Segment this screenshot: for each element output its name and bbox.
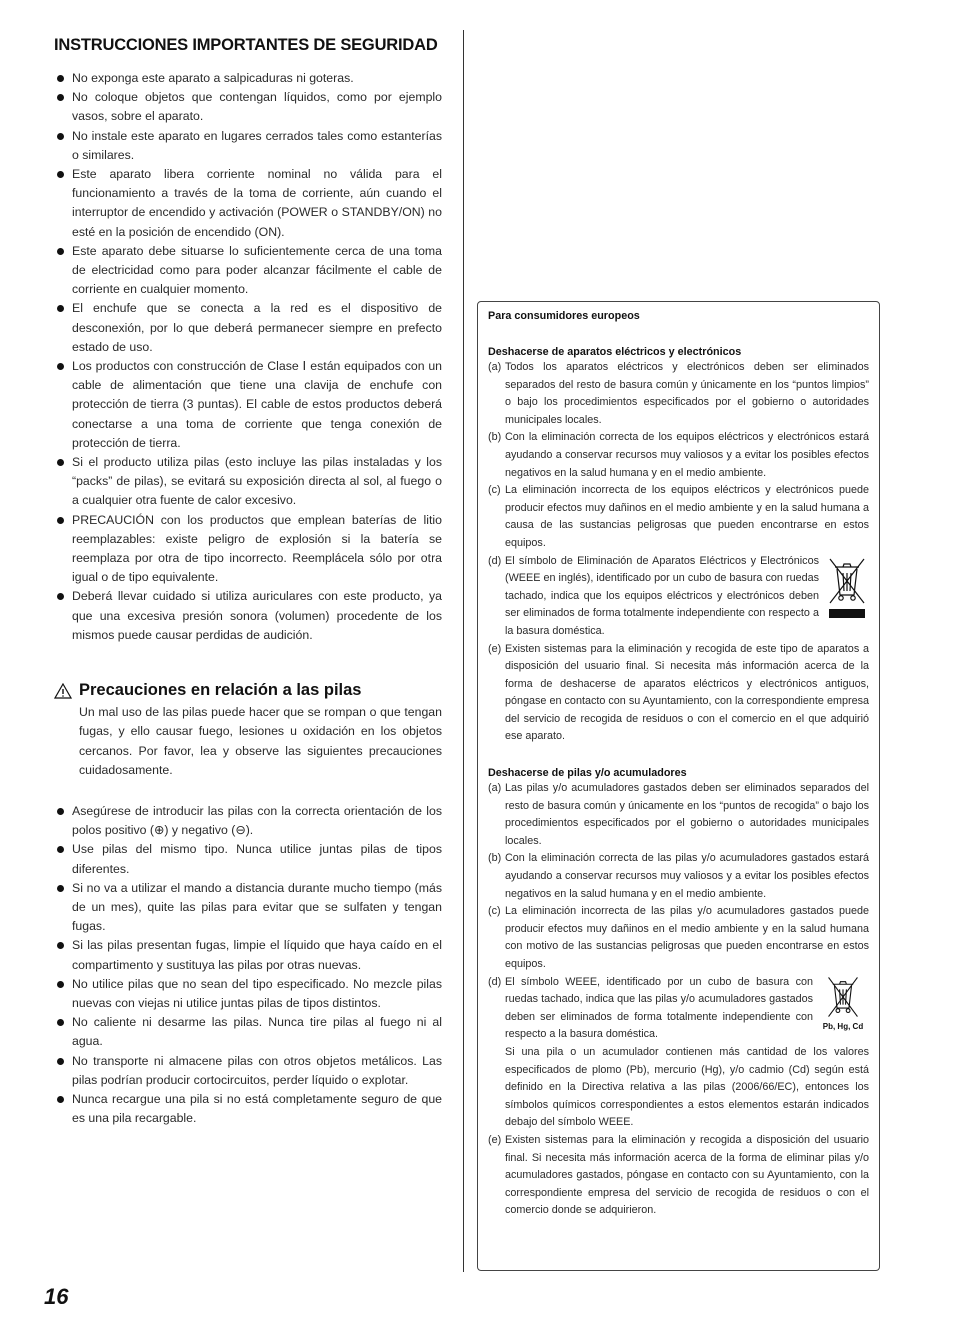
bullet-text: No coloque objetos que contengan líquidos, como por ejemplo vasos, sobre el aparato. <box>72 90 442 124</box>
bullet-icon <box>57 248 64 255</box>
bullet-item <box>54 975 442 1013</box>
bullet-text: PRECAUCIÓN con los productos que emplean baterías de litio reemplazables: existe peligro de explosión si la batería se reemplaza por otra de tipo incorrecto. Reemplácela sólo por otra igual o de tipo equivalente. <box>72 512 442 585</box>
bullet-text: Use pilas del mismo tipo. Nunca utilice juntas pilas de tipos diferentes. <box>72 842 442 876</box>
safety-list <box>54 69 442 645</box>
bullet-item <box>54 936 442 974</box>
bullet-icon <box>57 885 64 892</box>
bullet-item <box>54 802 442 840</box>
battery-item-a: (a) Las pilas y/o acumuladores gastados deben ser eliminados separados del resto de basura común y únicamente en los “puntos de recogida” o bajo los procedimientos especificados por el gobierno o autoridades municipales locales. <box>488 782 869 847</box>
bullet-icon <box>57 846 64 853</box>
bullet-item <box>54 242 442 300</box>
bullet-item <box>54 453 442 511</box>
box-title: Para consumidores europeos <box>488 310 640 322</box>
bullet-item <box>54 587 442 645</box>
bullet-item <box>54 879 442 937</box>
bullet-icon <box>57 1096 64 1103</box>
chemical-symbols-label: Pb, Hg, Cd <box>822 1021 864 1031</box>
bullet-icon <box>57 942 64 949</box>
bullet-text: No utilice pilas que no sean del tipo especificado. No mezcle pilas nuevas con viejas ni utilice juntas pilas de tipos distintos. <box>72 976 442 1010</box>
bullet-icon <box>57 808 64 815</box>
weee-item-d: (d) El símbolo de Eliminación de Aparatos Eléctricos y Electrónicos (WEEE en inglés), identificado por un cubo de basura con ruedas tachado, indica que los equipos eléctricos y electrónicos deben ser eliminados de forma totalmente independiente con respecto a la basura doméstica. <box>488 554 819 637</box>
bullet-item <box>54 840 442 878</box>
bullet-icon <box>57 1019 64 1026</box>
bullet-item <box>54 88 442 126</box>
battery-disposal-section <box>488 766 869 1220</box>
bullet-item <box>54 1052 442 1090</box>
bullet-item <box>54 357 442 453</box>
bullet-item <box>54 127 442 165</box>
weee-item-c: (c) La eliminación incorrecta de los equipos eléctricos y electrónicos puede producir efectos muy dañinos en el medio ambiente y en la salud humana a causa de las sustancias peligrosas que pueden encontrarse en estos equipos. <box>488 484 869 549</box>
bullet-item <box>54 299 442 357</box>
crossed-bin-icon <box>826 974 860 1020</box>
bullet-item <box>54 1090 442 1128</box>
crossed-bin-icon <box>827 553 867 619</box>
weee-section <box>488 345 869 746</box>
bullet-text: Nunca recargue una pila si no está completamente seguro de que es una pila recargable. <box>72 1091 442 1126</box>
bullet-text: El enchufe que se conecta a la red es el dispositivo de desconexión, por lo que deberá permanecer siempre en prefecto estado de uso. <box>72 301 442 354</box>
left-column <box>54 36 442 1128</box>
bullet-text: No caliente ni desarme las pilas. Nunca tire pilas al fuego ni al agua. <box>72 1015 442 1049</box>
bullet-icon <box>57 305 64 312</box>
weee-item-a: (a) Todos los aparatos eléctricos y electrónicos deben ser eliminados separados del resto de basura común y únicamente en los “puntos limpios” o bajo los procedimientos especificados por el gobierno o autoridades municipales locales. <box>488 361 869 426</box>
bullet-text: Los productos con construcción de Clase Ⅰ están equipados con un cable de alimentación que tiene una clavija de enchufe con protección de tierra (3 puntas). El cable de estos productos deberá conectarse a una toma de corriente que tenga conexión de protección de tierra. <box>72 359 442 450</box>
battery-heading: Precauciones en relación a las pilas <box>79 681 362 700</box>
page-number: 16 <box>44 1284 69 1309</box>
warning-icon <box>54 683 72 699</box>
weee-item-e: (e) Existen sistemas para la eliminación y recogida de este tipo de aparatos a disposición del usuario final. Si necesita más información acerca de la forma de deshacerse de aparatos eléctricos y electrónicos antiguos, póngase en contacto con su Ayuntamiento, con la correspondiente empresa del servicio de recogida de residuos o con el comercio en el que adquirió ese aparato. <box>488 642 869 743</box>
column-divider <box>463 30 464 1272</box>
bullet-icon <box>57 171 64 178</box>
weee-heading: Deshacerse de aparatos eléctricos y electrónicos <box>488 346 742 358</box>
bullet-item <box>54 69 442 88</box>
bullet-item <box>54 165 442 242</box>
bullet-text: Este aparato debe situarse lo suficientemente cerca de una toma de electricidad como para poder alcanzar fácilmente el cable de corriente en cualquier momento. <box>72 243 442 297</box>
battery-weee-symbol <box>817 974 869 1044</box>
battery-heading-row <box>54 681 442 700</box>
bullet-icon <box>57 1058 64 1065</box>
bullet-item <box>54 511 442 588</box>
battery-list <box>54 802 442 1128</box>
bullet-text: No exponga este aparato a salpicaduras ni goteras. <box>72 71 354 85</box>
bullet-text: Si las pilas presentan fugas, limpie el líquido que haya caído en el compartimento y sustituya las pilas por otras nuevas. <box>72 938 442 972</box>
weee-item-b: (b) Con la eliminación correcta de los equipos eléctricos y electrónicos estará ayudando a conservar recursos muy valiosos y a evitar los posibles efectos negativos en la salud humana y en el medio ambiente. <box>488 431 869 479</box>
bullet-text: No instale este aparato en lugares cerrados tales como estanterías o similares. <box>72 128 442 162</box>
bullet-icon <box>57 459 64 466</box>
bullet-icon <box>57 517 64 524</box>
safety-heading: INSTRUCCIONES IMPORTANTES DE SEGURIDAD <box>54 36 438 54</box>
battery-intro: Un mal uso de las pilas puede hacer que se rompan o que tengan fugas, y ello causar fuego, lesiones u oxidación en los objetos cercanos. Por favor, lea y observe las siguientes precauciones cuidadosamente. <box>79 705 442 777</box>
bullet-text: Asegúrese de introducir las pilas con la correcta orientación de los polos positivo (⊕) y negativo (⊖). <box>72 803 442 838</box>
bullet-icon <box>57 981 64 988</box>
bullet-icon <box>57 133 64 140</box>
battery-disposal-heading: Deshacerse de pilas y/o acumuladores <box>488 767 687 780</box>
bullet-text: Este aparato libera corriente nominal no válida para el funcionamiento a través de la toma de corriente, aún cuando el interruptor de encendido y activación (POWER o STANDBY/ON) no esté en la posición de encendido (ON). <box>72 167 442 239</box>
bullet-icon <box>57 94 64 101</box>
european-consumers-box <box>477 301 880 1271</box>
battery-item-c: (c) La eliminación incorrecta de las pilas y/o acumuladores gastados puede producir efectos muy dañinos en el medio ambiente y en la salud humana con motivo de las sustancias peligrosas que pueden encontrarse en estos equipos. <box>488 905 869 970</box>
battery-item-d-continued: Si una pila o un acumulador contienen más cantidad de los valores especificados de plomo (Pb), mercurio (Hg), y/o cadmio (Cd) según está definido en la Directiva relativa a las pilas (2006/66/EC), entonces los símbolos químicos correspondientes a estos elementos estarán indicados debajo del símbolo WEEE. <box>505 1045 869 1129</box>
battery-item-d: (d) El símbolo WEEE, identificado por un cubo de basura con ruedas tachado, indica que las pilas y/o acumuladores gastados deben ser eliminados de forma totalmente independiente con respecto a la basura doméstica. <box>488 975 813 1041</box>
bullet-text: Deberá llevar cuidado si utiliza auriculares con este producto, ya que una excesiva presión sonora (volumen) procedente de los mismos puede causar perdidas de audición. <box>72 589 442 642</box>
battery-item-b: (b) Con la eliminación correcta de las pilas y/o acumuladores gastados estará ayudando a conservar recursos muy valiosos y a evitar los posibles efectos negativos en la salud humana y en el medio ambiente. <box>488 852 869 900</box>
bullet-icon <box>57 593 64 600</box>
weee-symbol <box>825 553 869 641</box>
bullet-icon <box>57 363 64 370</box>
battery-item-e: (e) Existen sistemas para la eliminación y recogida a disposición del usuario final. Si necesita más información acerca de la forma de eliminar pilas y/o acumuladores gastados, póngase en contacto con su Ayuntamiento, con la correspondiente empresa del servicio de recogida de residuos o con el comercio donde se adquirieron. <box>488 1133 869 1217</box>
bullet-text: Si el producto utiliza pilas (esto incluye las pilas instaladas y los “packs” de pilas), se evitará su exposición directa al sol, al fuego o a cualquier otra fuente de calor excesivo. <box>72 455 442 508</box>
bullet-text: Si no va a utilizar el mando a distancia durante mucho tiempo (más de un mes), quite las pilas para evitar que se sulfaten y tengan fugas. <box>72 880 442 934</box>
bullet-icon <box>57 75 64 82</box>
bullet-item <box>54 1013 442 1051</box>
bullet-text: No transporte ni almacene pilas con otros objetos metálicos. Las pilas podrían producir cortocircuitos, perder líquido o explotar. <box>72 1053 442 1087</box>
